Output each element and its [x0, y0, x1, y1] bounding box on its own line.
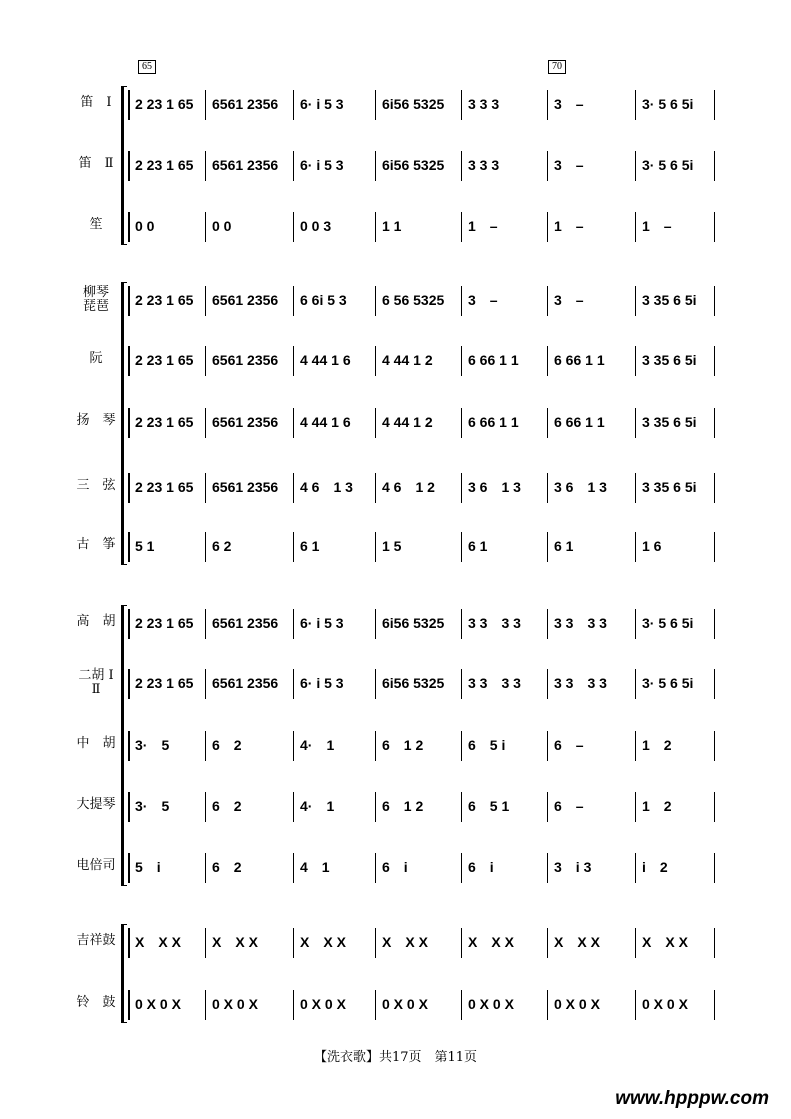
barline: [293, 473, 294, 503]
measure-notes: 2 23 1 65: [135, 615, 194, 631]
measure-notes: X X X: [135, 934, 181, 950]
instrument-label: 笛 Ⅰ: [80, 95, 112, 110]
barline: [714, 286, 715, 316]
barline: [461, 346, 462, 376]
barline: [547, 286, 548, 316]
measure-notes: 5 i: [135, 859, 161, 875]
measure-notes: 6 1 2: [382, 798, 424, 814]
measure-notes: 6 1: [554, 538, 574, 554]
measure-notes: 0 X 0 X: [468, 996, 514, 1012]
barline: [547, 346, 548, 376]
measure-notes: 6561 2356: [212, 157, 279, 173]
measure-notes: 6 i: [382, 859, 408, 875]
measure-notes: 0 X 0 X: [212, 996, 258, 1012]
barline: [293, 346, 294, 376]
measure-notes: 4 44 1 6: [300, 352, 351, 368]
measure-notes: 6 56 5325: [382, 292, 445, 308]
barline: [128, 286, 130, 316]
bracket-end: [121, 86, 127, 87]
barline: [461, 151, 462, 181]
measure-notes: 6 66 1 1: [468, 414, 519, 430]
measure-notes: X X X: [468, 934, 514, 950]
measure-notes: 3 35 6 5i: [642, 352, 697, 368]
measure-notes: 6· i 5 3: [300, 157, 344, 173]
instrument-label: 扬 琴: [76, 413, 116, 428]
measure-notes: 4 6 1 2: [382, 479, 435, 495]
barline: [547, 212, 548, 242]
measure-notes: 0 X 0 X: [382, 996, 428, 1012]
measure-notes: 6 66 1 1: [468, 352, 519, 368]
barline: [293, 731, 294, 761]
measure-notes: 3 3 3 3: [554, 615, 607, 631]
barline: [635, 532, 636, 562]
measure-notes: 1 2: [642, 798, 672, 814]
barline: [375, 90, 376, 120]
measure-notes: 1 –: [554, 218, 584, 234]
measure-notes: 3 3 3 3: [554, 675, 607, 691]
barline: [128, 609, 130, 639]
measure-notes: 3 –: [468, 292, 498, 308]
measure-notes: 1 –: [642, 218, 672, 234]
barline: [205, 212, 206, 242]
barline: [714, 90, 715, 120]
barline: [375, 792, 376, 822]
barline: [293, 669, 294, 699]
barline: [714, 346, 715, 376]
bracket-end: [121, 605, 127, 606]
barline: [635, 408, 636, 438]
measure-notes: 4 1: [300, 859, 330, 875]
instrument-label: 大提琴: [76, 797, 116, 812]
barline: [128, 346, 130, 376]
barline: [547, 792, 548, 822]
barline: [375, 346, 376, 376]
barline: [635, 90, 636, 120]
measure-notes: 6 2: [212, 538, 232, 554]
measure-notes: 6 i: [468, 859, 494, 875]
barline: [714, 473, 715, 503]
measure-notes: 3· 5 6 5i: [642, 615, 694, 631]
barline: [547, 853, 548, 883]
barline: [128, 853, 130, 883]
barline: [375, 990, 376, 1020]
instrument-label: 柳琴 琵琶: [82, 285, 109, 314]
barline: [714, 853, 715, 883]
instrument-label: 笛 Ⅱ: [78, 156, 114, 171]
barline: [293, 212, 294, 242]
barline: [375, 151, 376, 181]
bracket-end: [121, 282, 127, 283]
measure-notes: 3 35 6 5i: [642, 292, 697, 308]
instrument-label: 铃 鼓: [76, 995, 116, 1010]
barline: [635, 669, 636, 699]
measure-notes: X X X: [554, 934, 600, 950]
barline: [375, 928, 376, 958]
barline: [293, 928, 294, 958]
barline: [205, 853, 206, 883]
barline: [547, 609, 548, 639]
barline: [128, 731, 130, 761]
measure-notes: 6561 2356: [212, 675, 279, 691]
barline: [128, 792, 130, 822]
barline: [635, 346, 636, 376]
barline: [375, 532, 376, 562]
system-bracket: [121, 924, 124, 1022]
measure-notes: 1 2: [642, 737, 672, 753]
measure-notes: 4 44 1 6: [300, 414, 351, 430]
barline: [128, 408, 130, 438]
barline: [205, 346, 206, 376]
measure-notes: 2 23 1 65: [135, 157, 194, 173]
barline: [461, 473, 462, 503]
barline: [293, 151, 294, 181]
barline: [714, 792, 715, 822]
instrument-label: 古 筝: [76, 537, 116, 552]
barline: [375, 286, 376, 316]
measure-notes: 0 X 0 X: [135, 996, 181, 1012]
measure-notes: 6i56 5325: [382, 615, 445, 631]
barline: [547, 990, 548, 1020]
barline: [461, 609, 462, 639]
barline: [205, 669, 206, 699]
measure-notes: 2 23 1 65: [135, 479, 194, 495]
measure-notes: 6i56 5325: [382, 96, 445, 112]
barline: [128, 151, 130, 181]
barline: [293, 792, 294, 822]
measure-notes: 0 X 0 X: [642, 996, 688, 1012]
measure-notes: 4· 1: [300, 737, 335, 753]
barline: [375, 669, 376, 699]
measure-notes: 6i56 5325: [382, 675, 445, 691]
barline: [547, 669, 548, 699]
barline: [128, 928, 130, 958]
measure-notes: 6561 2356: [212, 96, 279, 112]
measure-notes: 3· 5 6 5i: [642, 157, 694, 173]
page-footer: 【洗衣歌】共17页 第11页: [313, 1050, 478, 1065]
barline: [635, 473, 636, 503]
instrument-label: 阮: [89, 351, 103, 366]
measure-notes: 6 6i 5 3: [300, 292, 347, 308]
instrument-label: 笙: [89, 217, 103, 232]
measure-notes: 3 i 3: [554, 859, 592, 875]
instrument-label: 中 胡: [76, 736, 116, 751]
barline: [714, 990, 715, 1020]
barline: [375, 408, 376, 438]
measure-notes: 6i56 5325: [382, 157, 445, 173]
measure-notes: 3 3 3: [468, 96, 500, 112]
barline: [714, 408, 715, 438]
barline: [635, 212, 636, 242]
barline: [205, 532, 206, 562]
measure-notes: 4 44 1 2: [382, 414, 433, 430]
barline: [714, 928, 715, 958]
measure-notes: 5 1: [135, 538, 155, 554]
barline: [461, 928, 462, 958]
measure-notes: 6· i 5 3: [300, 615, 344, 631]
barline: [205, 408, 206, 438]
measure-notes: 6 1 2: [382, 737, 424, 753]
barline: [635, 609, 636, 639]
system-bracket: [121, 282, 124, 564]
measure-notes: 2 23 1 65: [135, 675, 194, 691]
barline: [128, 532, 130, 562]
rehearsal-mark-65: 65: [138, 60, 156, 74]
measure-notes: 3 –: [554, 96, 584, 112]
bracket-end: [121, 885, 127, 886]
measure-notes: 1 1: [382, 218, 402, 234]
barline: [547, 151, 548, 181]
barline: [547, 90, 548, 120]
barline: [128, 90, 130, 120]
measure-notes: 3· 5 6 5i: [642, 96, 694, 112]
measure-notes: 3 –: [554, 157, 584, 173]
barline: [635, 286, 636, 316]
measure-notes: 6 2: [212, 798, 242, 814]
measure-notes: 0 0: [135, 218, 155, 234]
barline: [128, 473, 130, 503]
barline: [205, 792, 206, 822]
rehearsal-mark-70: 70: [548, 60, 566, 74]
measure-notes: 6 2: [212, 737, 242, 753]
barline: [128, 212, 130, 242]
instrument-label: 高 胡: [76, 614, 116, 629]
measure-notes: 6561 2356: [212, 615, 279, 631]
barline: [293, 990, 294, 1020]
bracket-end: [121, 924, 127, 925]
measure-notes: 3 6 1 3: [468, 479, 521, 495]
measure-notes: 4 6 1 3: [300, 479, 353, 495]
measure-notes: 3 –: [554, 292, 584, 308]
barline: [714, 609, 715, 639]
measure-notes: 6 1: [468, 538, 488, 554]
measure-notes: 2 23 1 65: [135, 96, 194, 112]
measure-notes: 4 44 1 2: [382, 352, 433, 368]
barline: [461, 90, 462, 120]
barline: [635, 853, 636, 883]
barline: [205, 286, 206, 316]
barline: [375, 473, 376, 503]
system-bracket: [121, 605, 124, 885]
measure-notes: 3 3 3 3: [468, 615, 521, 631]
measure-notes: 6 –: [554, 798, 584, 814]
measure-notes: 6 66 1 1: [554, 352, 605, 368]
barline: [547, 928, 548, 958]
barline: [714, 532, 715, 562]
barline: [293, 286, 294, 316]
measure-notes: X X X: [212, 934, 258, 950]
barline: [375, 853, 376, 883]
barline: [375, 609, 376, 639]
barline: [461, 853, 462, 883]
barline: [205, 609, 206, 639]
instrument-label: 二胡 Ⅰ Ⅱ: [78, 668, 114, 697]
barline: [635, 151, 636, 181]
barline: [461, 731, 462, 761]
barline: [293, 532, 294, 562]
barline: [547, 408, 548, 438]
measure-notes: 1 6: [642, 538, 662, 554]
measure-notes: 3 6 1 3: [554, 479, 607, 495]
barline: [205, 473, 206, 503]
measure-notes: X X X: [642, 934, 688, 950]
barline: [635, 792, 636, 822]
barline: [205, 928, 206, 958]
measure-notes: 3 3 3 3: [468, 675, 521, 691]
bracket-end: [121, 1022, 127, 1023]
barline: [547, 731, 548, 761]
barline: [635, 990, 636, 1020]
measure-notes: 0 X 0 X: [300, 996, 346, 1012]
barline: [714, 212, 715, 242]
measure-notes: 3· 5 6 5i: [642, 675, 694, 691]
barline: [635, 928, 636, 958]
instrument-label: 吉祥鼓: [76, 933, 116, 948]
barline: [461, 669, 462, 699]
barline: [205, 151, 206, 181]
website-watermark: www.hpppw.com: [615, 1088, 769, 1109]
measure-notes: 0 0 3: [300, 218, 332, 234]
barline: [293, 609, 294, 639]
barline: [461, 286, 462, 316]
bracket-end: [121, 244, 127, 245]
barline: [461, 212, 462, 242]
barline: [714, 731, 715, 761]
measure-notes: 6· i 5 3: [300, 675, 344, 691]
measure-notes: 1 5: [382, 538, 402, 554]
measure-notes: 2 23 1 65: [135, 414, 194, 430]
measure-notes: 6 2: [212, 859, 242, 875]
measure-notes: 4· 1: [300, 798, 335, 814]
barline: [375, 212, 376, 242]
measure-notes: 1 –: [468, 218, 498, 234]
barline: [375, 731, 376, 761]
measure-notes: 3 35 6 5i: [642, 414, 697, 430]
measure-notes: 0 X 0 X: [554, 996, 600, 1012]
barline: [461, 532, 462, 562]
measure-notes: 6 66 1 1: [554, 414, 605, 430]
barline: [714, 669, 715, 699]
measure-notes: 6 –: [554, 737, 584, 753]
barline: [205, 990, 206, 1020]
bracket-end: [121, 564, 127, 565]
barline: [635, 731, 636, 761]
barline: [205, 731, 206, 761]
instrument-label: 电倍司: [76, 858, 116, 873]
measure-notes: 2 23 1 65: [135, 352, 194, 368]
barline: [547, 532, 548, 562]
measure-notes: 6 5 i: [468, 737, 506, 753]
measure-notes: 3· 5: [135, 737, 170, 753]
measure-notes: 6 1: [300, 538, 320, 554]
barline: [461, 990, 462, 1020]
barline: [128, 990, 130, 1020]
barline: [461, 408, 462, 438]
barline: [293, 408, 294, 438]
barline: [205, 90, 206, 120]
measure-notes: 3 35 6 5i: [642, 479, 697, 495]
measure-notes: 6561 2356: [212, 479, 279, 495]
measure-notes: X X X: [382, 934, 428, 950]
system-bracket: [121, 86, 124, 244]
measure-notes: 3 3 3: [468, 157, 500, 173]
barline: [128, 669, 130, 699]
barline: [714, 151, 715, 181]
measure-notes: 6· i 5 3: [300, 96, 344, 112]
measure-notes: 6561 2356: [212, 352, 279, 368]
barline: [547, 473, 548, 503]
measure-notes: 6561 2356: [212, 292, 279, 308]
instrument-label: 三 弦: [76, 478, 116, 493]
measure-notes: 0 0: [212, 218, 232, 234]
barline: [293, 90, 294, 120]
measure-notes: i 2: [642, 859, 668, 875]
barline: [293, 853, 294, 883]
barline: [461, 792, 462, 822]
measure-notes: X X X: [300, 934, 346, 950]
measure-notes: 6561 2356: [212, 414, 279, 430]
measure-notes: 3· 5: [135, 798, 170, 814]
measure-notes: 6 5 1: [468, 798, 510, 814]
measure-notes: 2 23 1 65: [135, 292, 194, 308]
